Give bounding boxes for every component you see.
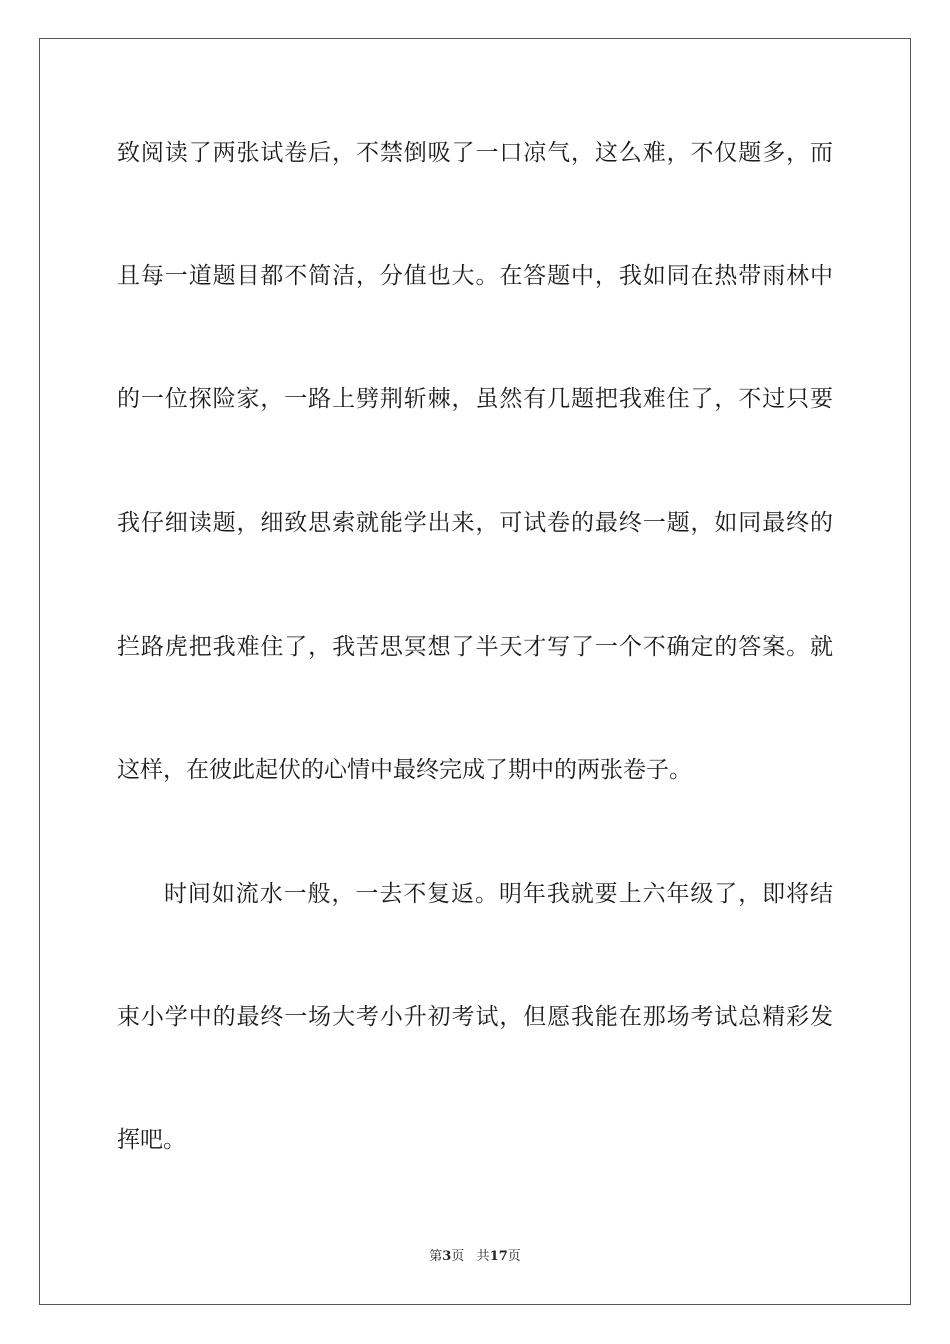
text-line-6: 这样，在彼此起伏的心情中最终完成了期中的两张卷子。 xyxy=(117,757,692,783)
footer-total-pages: 17 xyxy=(489,1249,508,1264)
footer-total-suffix: 页 xyxy=(507,1249,521,1264)
text-line-9: 挥吧。 xyxy=(117,1127,186,1153)
text-line-2: 且每一道题目都不简洁，分值也大。在答题中，我如同在热带雨林中 xyxy=(117,263,833,289)
page-footer xyxy=(0,1248,950,1266)
footer-page-prefix: 第 xyxy=(429,1249,443,1264)
page-frame xyxy=(39,38,911,1305)
footer-page-suffix: 页 xyxy=(451,1249,465,1264)
footer-page-number: 3 xyxy=(442,1249,452,1264)
footer-total-prefix: 共 xyxy=(476,1249,490,1264)
text-line-8: 束小学中的最终一场大考小升初考试，但愿我能在那场考试总精彩发 xyxy=(117,1004,833,1030)
text-line-1: 致阅读了两张试卷后，不禁倒吸了一口凉气，这么难，不仅题多，而 xyxy=(117,140,833,166)
text-line-5: 拦路虎把我难住了，我苦思冥想了半天才写了一个不确定的答案。就 xyxy=(117,634,833,660)
text-line-4: 我仔细读题，细致思索就能学出来，可试卷的最终一题，如同最终的 xyxy=(117,510,833,536)
text-line-3: 的一位探险家，一路上劈荆斩棘，虽然有几题把我难住了，不过只要 xyxy=(117,386,833,412)
text-line-7: 时间如流水一般，一去不复返。明年我就要上六年级了，即将结 xyxy=(164,881,833,907)
